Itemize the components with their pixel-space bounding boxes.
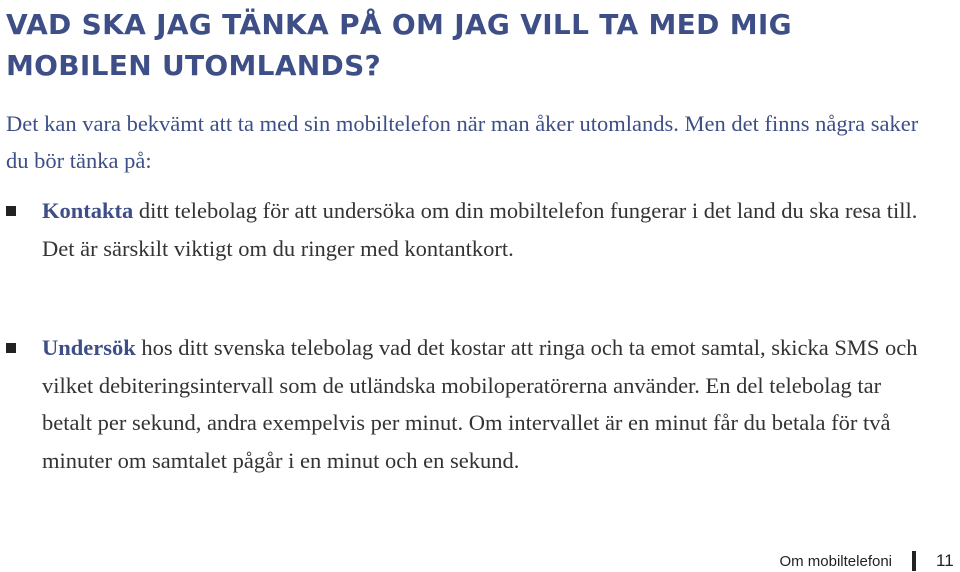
intro-paragraph: Det kan vara bekvämt att ta med sin mobiltelefon när man åker utomlands. Men det finns några saker du bör tänka på:: [6, 111, 919, 173]
bullet-body: hos ditt svenska telebolag vad det kostar att ringa och ta emot samtal, skicka SMS och vilket debiteringsintervall som de utländska mobiloperatörerna använder. En del telebolag tar betalt per sekund, andra exempelvis per minut. Om intervallet är en minut får du betala för två minuter om samtalet pågår i en minut och en sekund.: [42, 335, 918, 473]
footer-divider: [912, 551, 916, 571]
bullet-item-contact: [6, 192, 936, 267]
page-footer: [779, 550, 960, 572]
square-bullet-icon: [6, 206, 16, 216]
page-heading: VAD SKA JAG TÄNKA PÅ OM JAG VILL TA MED MIG MOBILEN UTOMLANDS?: [6, 8, 792, 82]
bullet-text: [42, 192, 936, 267]
bullet-text: [42, 329, 936, 479]
bullet-lead: Undersök: [42, 335, 136, 360]
square-bullet-icon: [6, 343, 16, 353]
footer-section-title: Om mobiltelefoni: [779, 552, 892, 570]
page-number: 11: [936, 551, 954, 570]
bullet-item-investigate: [6, 329, 936, 479]
bullet-lead: Kontakta: [42, 198, 134, 223]
bullet-body: ditt telebolag för att undersöka om din mobiltelefon fungerar i det land du ska resa till. Det är särskilt viktigt om du ringer med kontantkort.: [42, 198, 918, 261]
